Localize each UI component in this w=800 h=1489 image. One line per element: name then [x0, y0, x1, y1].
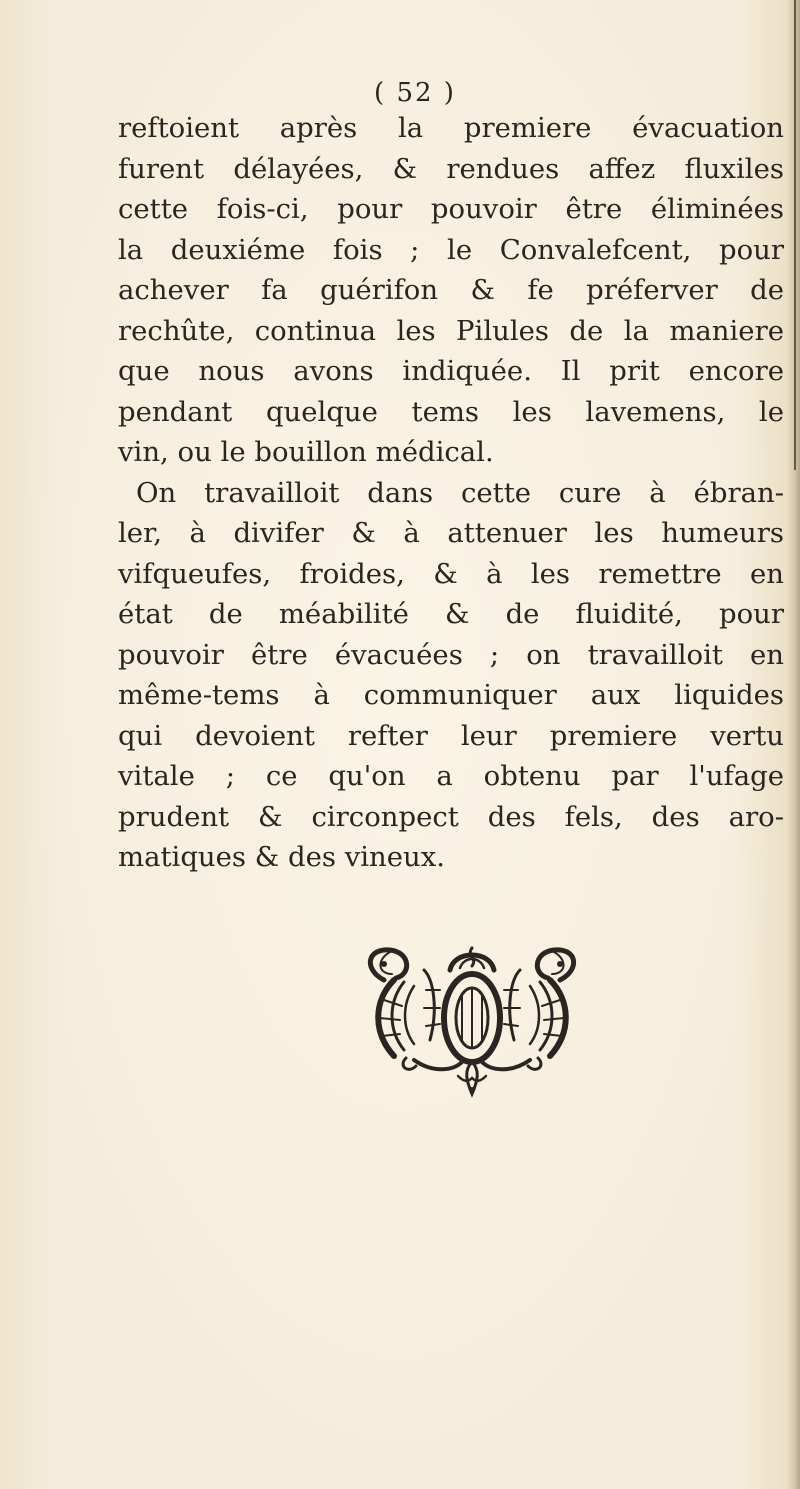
- text-line: même-tems à communiquer aux liquides: [118, 679, 784, 711]
- text-line: matiques & des vineux.: [118, 841, 445, 873]
- text-line: que nous avons indiquée. Il prit encore: [118, 355, 784, 387]
- text-line: vitale ; ce qu'on a obtenu par l'ufage: [118, 760, 784, 792]
- text-line: furent délayées, & rendues affez fluxiles: [118, 152, 784, 185]
- text-line: reftoient après la premiere évacuation: [118, 112, 784, 144]
- page-number: ( 52 ): [374, 78, 456, 108]
- page-edge-shadow: [786, 0, 800, 1489]
- text-line: pouvoir être évacuées ; on travailloit en: [118, 638, 784, 671]
- text-line: achever fa guérifon & fe préferver de: [118, 274, 784, 306]
- text-line: la deuxiéme fois ; le Convalefcent, pour: [118, 233, 784, 266]
- text-line: vin, ou le bouillon médical.: [118, 436, 494, 468]
- text-line: qui devoient refter leur premiere vertu: [118, 719, 784, 752]
- page-edge-line: [794, 0, 796, 470]
- text-line: ler, à divifer & à attenuer les humeurs: [118, 517, 784, 549]
- fleuron-ornament-icon: [354, 940, 590, 1098]
- text-line: cette fois-ci, pour pouvoir être éliminées: [118, 193, 784, 225]
- text-line: rechûte, continua les Pilules de la maniere: [118, 314, 784, 347]
- text-line: prudent & circonpect des fels, des aro-: [118, 800, 784, 833]
- body-text: [118, 108, 784, 878]
- text-line: état de méabilité & de fluidité, pour: [118, 598, 784, 630]
- text-line: vifqueufes, froides, & à les remettre en: [118, 557, 784, 590]
- text-line: On travailloit dans cette cure à ébran-: [136, 476, 784, 509]
- text-line: pendant quelque tems les lavemens, le: [118, 395, 784, 428]
